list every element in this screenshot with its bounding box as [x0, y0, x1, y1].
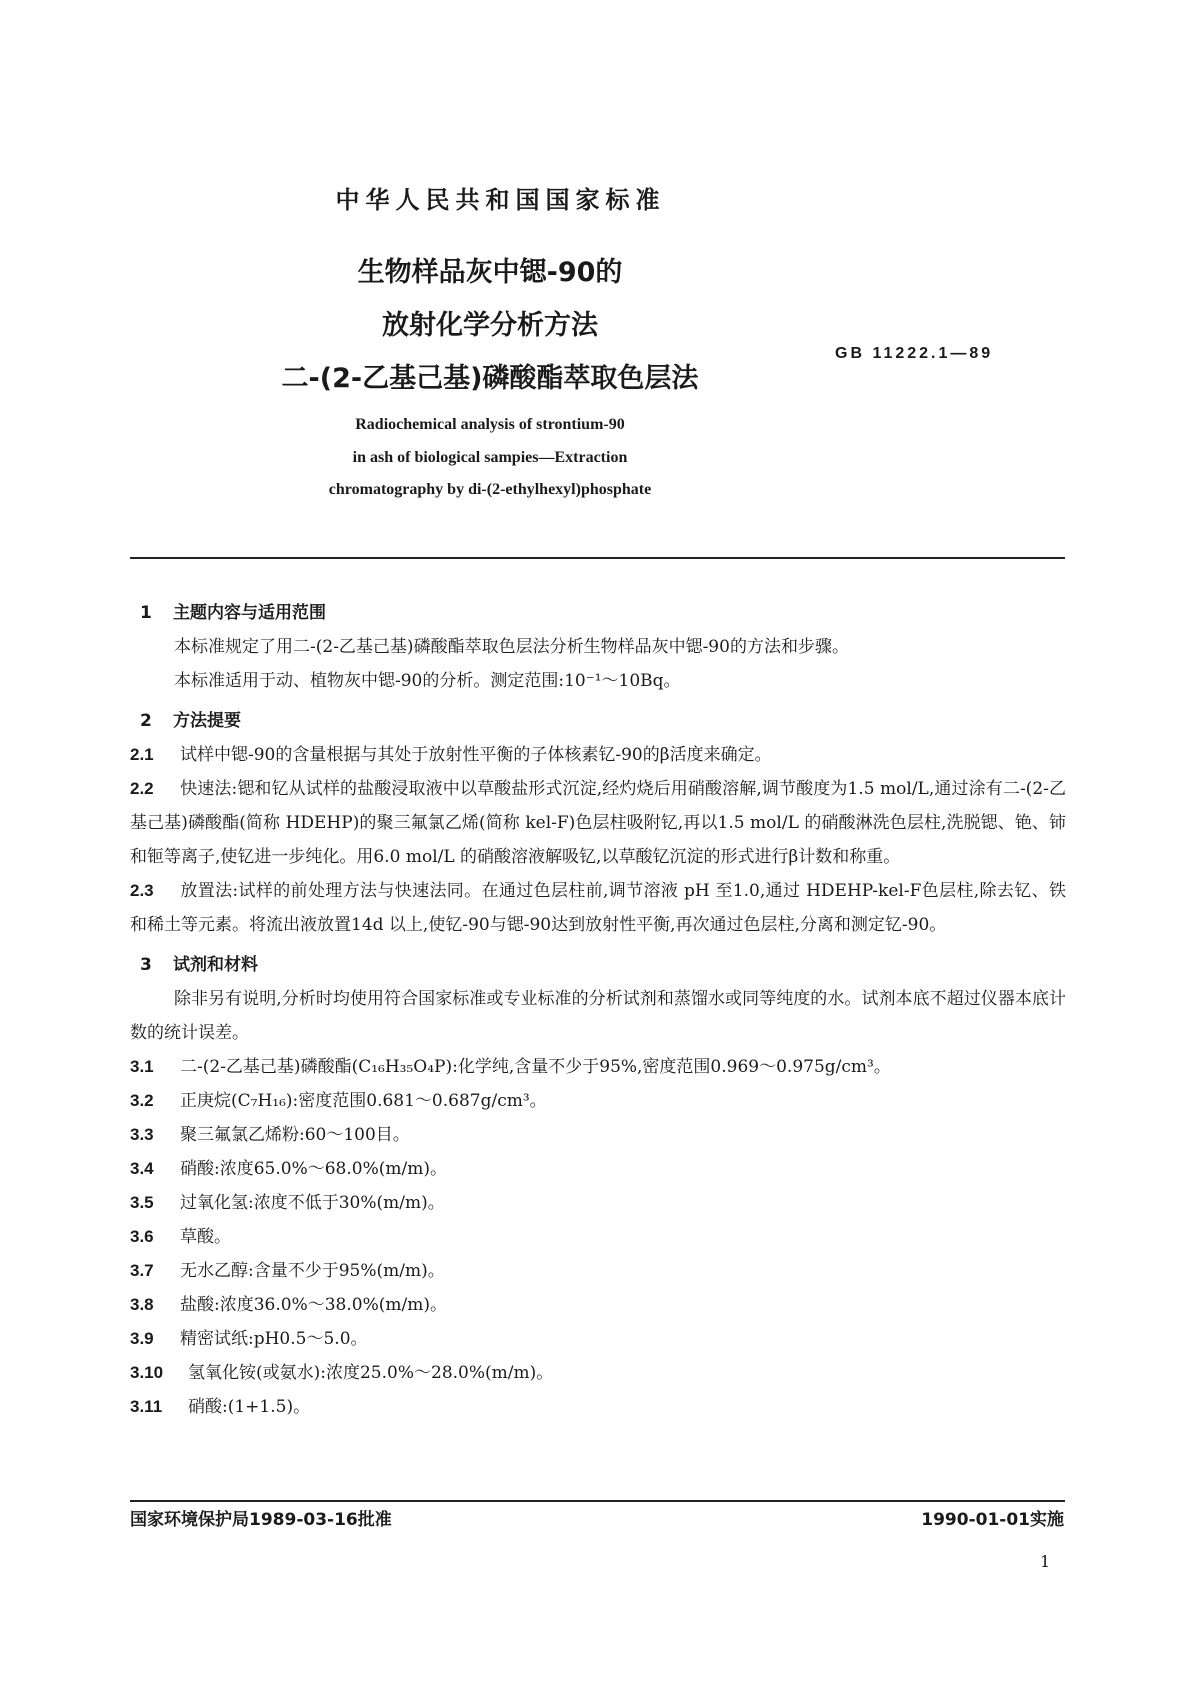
reagent-item: 3.6 草酸。	[130, 1227, 231, 1247]
title-line-1: 生物样品灰中锶-90的	[357, 257, 623, 288]
clause-2-3: 2.3 放置法:试样的前处理方法与快速法同。在通过色层柱前,调节溶液 pH 至1.0,通过 HDEHP-kel-F色层柱,除去钇、铁和稀土等元素。将流出液放置14d 以上,使钇-90与锶-90达到放射性平衡,再次通过色层柱,分离和测定钇-90。	[130, 881, 1066, 935]
standard-code: GB 11222.1—89	[835, 345, 994, 362]
english-title-3: chromatography by di-(2-ethylhexyl)phosphate	[328, 481, 652, 498]
english-title-1: Radiochemical analysis of strontium-90	[355, 416, 625, 433]
clause-2-2: 2.2 快速法:锶和钇从试样的盐酸浸取液中以草酸盐形式沉淀,经灼烧后用硝酸溶解,调节酸度为1.5 mol/L,通过涂有二-(2-乙基己基)磷酸酯(简称 HDEHP)的聚三氟氯乙烯(简称 kel-F)色层柱吸附钇,再以1.5 mol/L 的硝酸淋洗色层柱,洗脱锶、铯、铈和钷等离子,使钇进一步纯化。用6.0 mol/L 的硝酸溶液解吸钇,以草酸钇沉淀的形式进行β计数和称重。	[130, 779, 1066, 867]
reagent-item: 3.5 过氧化氢:浓度不低于30%(m/m)。	[130, 1193, 445, 1213]
header-rule	[130, 557, 1065, 559]
title-line-2: 放射化学分析方法	[382, 310, 598, 341]
standard-header: 中华人民共和国国家标准	[335, 186, 666, 214]
reagent-item: 3.4 硝酸:浓度65.0%～68.0%(m/m)。	[130, 1159, 447, 1179]
reagent-item: 3.11 硝酸:(1+1.5)。	[130, 1397, 311, 1417]
reagent-item: 3.8 盐酸:浓度36.0%～38.0%(m/m)。	[130, 1295, 447, 1315]
section-heading-3: 3 试剂和材料	[140, 955, 258, 975]
page-number: 1	[1040, 1552, 1051, 1571]
reagent-item: 3.7 无水乙醇:含量不少于95%(m/m)。	[130, 1261, 445, 1281]
reagent-item: 3.9 精密试纸:pH0.5～5.0。	[130, 1329, 368, 1349]
reagent-item: 3.10 氢氧化铵(或氨水):浓度25.0%～28.0%(m/m)。	[130, 1363, 554, 1383]
section-3-intro: 除非另有说明,分析时均使用符合国家标准或专业标准的分析试剂和蒸馏水或同等纯度的水。试剂本底不超过仪器本底计数的统计误差。	[130, 989, 1066, 1043]
reagent-item: 3.1 二-(2-乙基己基)磷酸酯(C₁₆H₃₅O₄P):化学纯,含量不少于95%,密度范围0.969～0.975g/cm³。	[130, 1057, 891, 1077]
section-1-para-2: 本标准适用于动、植物灰中锶-90的分析。测定范围:10⁻¹～10Bq。	[174, 671, 681, 691]
effective-date: 1990-01-01实施	[921, 1510, 1064, 1530]
section-1-para-1: 本标准规定了用二-(2-乙基己基)磷酸酯萃取色层法分析生物样品灰中锶-90的方法和步骤。	[174, 637, 849, 657]
reagent-list	[130, 1050, 1066, 1424]
section-heading-1: 1 主题内容与适用范围	[140, 603, 326, 623]
document-body	[130, 596, 1066, 1424]
footer-rule	[130, 1500, 1065, 1502]
english-title-2: in ash of biological sampies—Extraction	[352, 449, 628, 466]
approval-date: 国家环境保护局1989-03-16批准	[130, 1510, 392, 1530]
clause-2-1: 2.1 试样中锶-90的含量根据与其处于放射性平衡的子体核素钇-90的β活度来确定。	[130, 745, 772, 765]
reagent-item: 3.2 正庚烷(C₇H₁₆):密度范围0.681～0.687g/cm³。	[130, 1091, 547, 1111]
title-line-3: 二-(2-乙基己基)磷酸酯萃取色层法	[281, 363, 699, 394]
section-heading-2: 2 方法提要	[140, 711, 241, 731]
reagent-item: 3.3 聚三氟氯乙烯粉:60～100目。	[130, 1125, 410, 1145]
